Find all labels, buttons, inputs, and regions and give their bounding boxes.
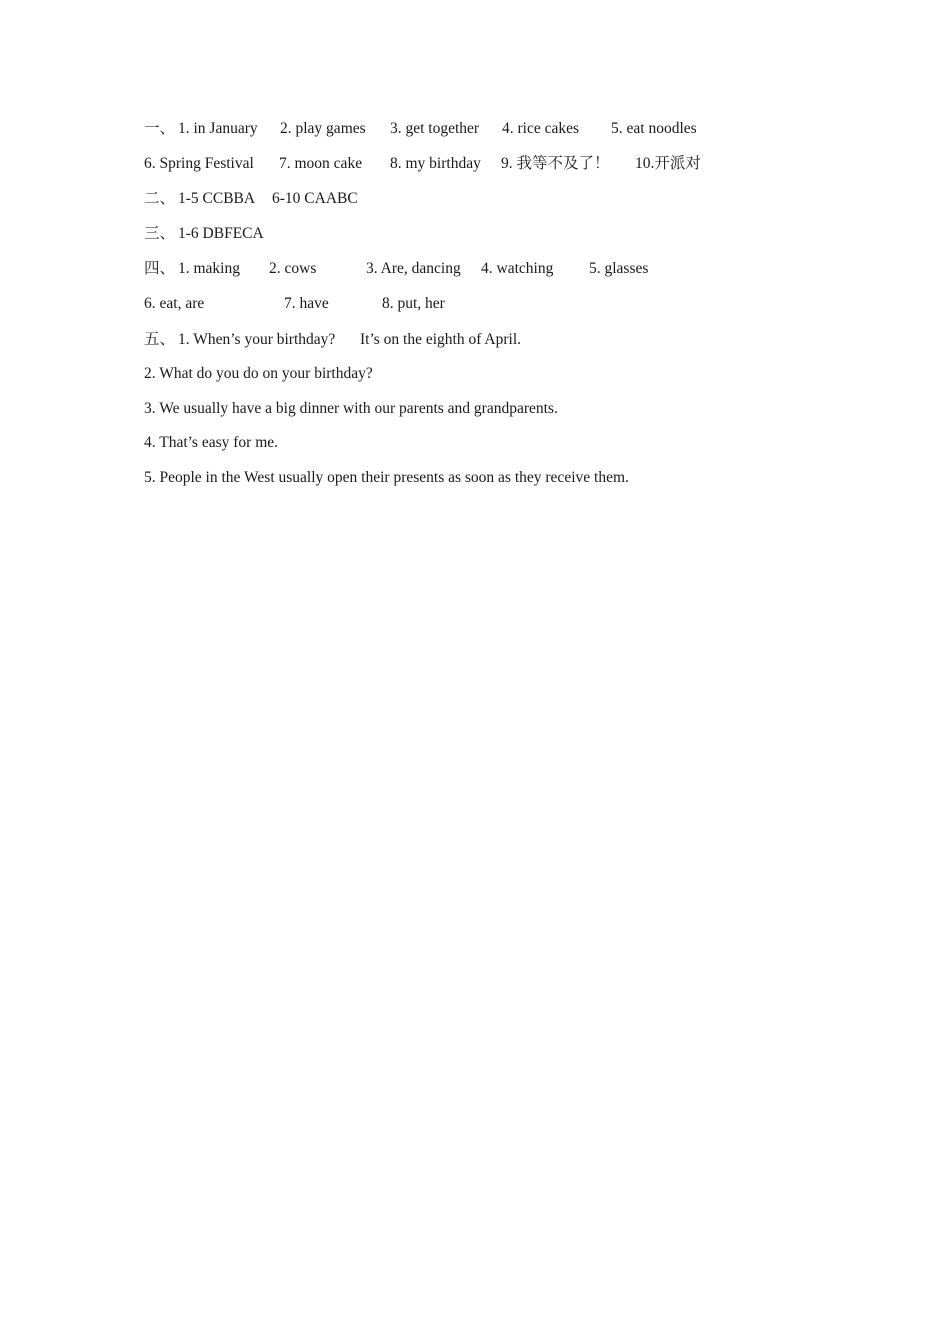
answer-item: 1-5 CCBBA (178, 190, 256, 207)
answer-item: 3. get together (390, 120, 480, 137)
section-4-label: 四、 (144, 260, 176, 277)
answer-sentence: 5. People in the West usually open their presents as soon as they receive them. (144, 469, 629, 486)
section-1-row-1 (144, 118, 764, 140)
answer-sentence: 3. We usually have a big dinner with our parents and grandparents. (144, 400, 558, 417)
section-5-label: 五、 (144, 331, 176, 348)
answer-item: 1. making (178, 260, 240, 277)
section-5-row-5 (144, 467, 794, 489)
section-2-label: 二、 (144, 190, 176, 207)
answer-item: 6. Spring Festival (144, 155, 254, 172)
answer-item: 8. put, her (382, 295, 445, 312)
answer-item: 3. Are, dancing (366, 260, 461, 277)
answer-item: 2. cows (269, 260, 317, 277)
section-5-row-3 (144, 398, 744, 420)
answer-item: 6. eat, are (144, 295, 205, 312)
answer-sentence: It’s on the eighth of April. (360, 331, 522, 348)
answer-item: 2. play games (280, 120, 366, 137)
section-4-row-2 (144, 293, 544, 315)
answer-item: 10.开派对 (635, 155, 701, 172)
section-5-row-2 (144, 363, 744, 385)
answer-item: 1-6 DBFECA (178, 225, 264, 242)
answer-item: 4. rice cakes (502, 120, 580, 137)
answer-item: 5. eat noodles (611, 120, 697, 137)
section-5-row-4 (144, 432, 744, 454)
answer-sentence: 1. When’s your birthday? (178, 331, 336, 348)
section-5-row-1 (144, 329, 644, 351)
answer-item: 7. have (284, 295, 329, 312)
section-4-row-1 (144, 258, 744, 280)
answer-sentence: 2. What do you do on your birthday? (144, 365, 373, 382)
section-3-row (144, 223, 444, 245)
answer-sentence: 4. That’s easy for me. (144, 434, 279, 451)
section-3-label: 三、 (144, 225, 176, 242)
answer-item: 4. watching (481, 260, 554, 277)
section-1-label: 一、 (144, 120, 176, 137)
answer-item: 8. my birthday (390, 155, 481, 172)
answer-item: 7. moon cake (279, 155, 363, 172)
answer-item: 5. glasses (589, 260, 649, 277)
section-2-row (144, 188, 544, 210)
answer-item: 6-10 CAABC (272, 190, 358, 207)
section-1-row-2 (144, 153, 764, 175)
answer-item: 9. 我等不及了！ (501, 155, 610, 172)
answer-item: 1. in January (178, 120, 258, 137)
